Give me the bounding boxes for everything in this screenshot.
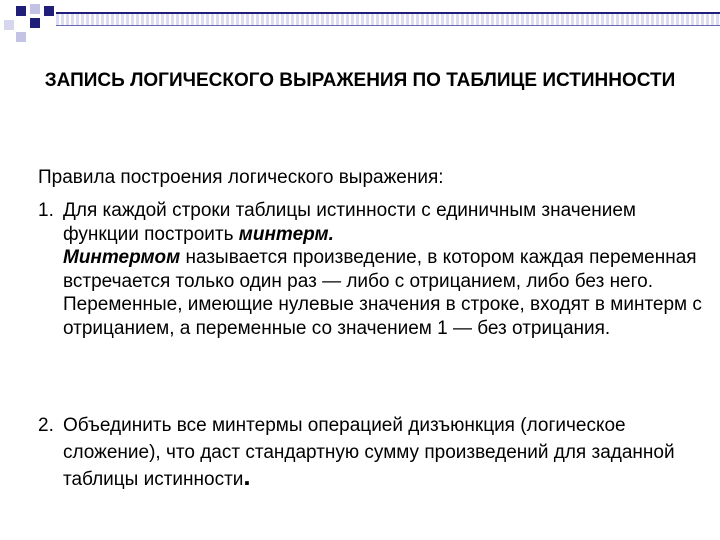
decor-square: [16, 6, 26, 16]
rule-text: [63, 199, 703, 341]
decor-square: [30, 18, 40, 28]
rule-number: 2.: [38, 415, 54, 436]
rule-text-part: Для каждой строки таблицы истинности с единичным значением функции построить: [63, 200, 636, 245]
rule-end-period: .: [243, 461, 251, 491]
intro-text: Правила построения логического выражения:: [38, 167, 444, 188]
rule-item-2: [38, 412, 703, 493]
rule-item-1: [38, 199, 703, 341]
rule-text-part: называется произведение, в котором каждая переменная встречается только один раз — либо с отрицанием, либо без него. Переменные, имеющие нулевые значения в строке, входят в минтерм с отрицанием, а переменные со значением 1 — без отрицания.: [63, 247, 702, 339]
header-band-pattern: [56, 14, 720, 25]
term-dot: .: [328, 223, 334, 245]
decor-square: [16, 32, 26, 42]
slide-title: ЗАПИСЬ ЛОГИЧЕСКОГО ВЫРАЖЕНИЯ ПО ТАБЛИЦЕ ИСТИННОСТИ: [44, 70, 676, 91]
rule-number: 1.: [38, 200, 54, 221]
decor-square: [44, 6, 54, 16]
header-band: [56, 12, 720, 26]
rule-text-part: Объединить все минтермы операцией дизъюнкция (логическое сложение), что даст стандартную сумму произведений для заданной таблицы истинности: [63, 415, 675, 490]
decor-square: [4, 20, 14, 30]
term-definition: Минтермом: [63, 247, 181, 269]
rule-text: [63, 412, 703, 493]
decor-square: [30, 4, 40, 14]
term-minterm: минтерм: [238, 223, 329, 245]
header-band-bottom-line: [56, 25, 720, 26]
